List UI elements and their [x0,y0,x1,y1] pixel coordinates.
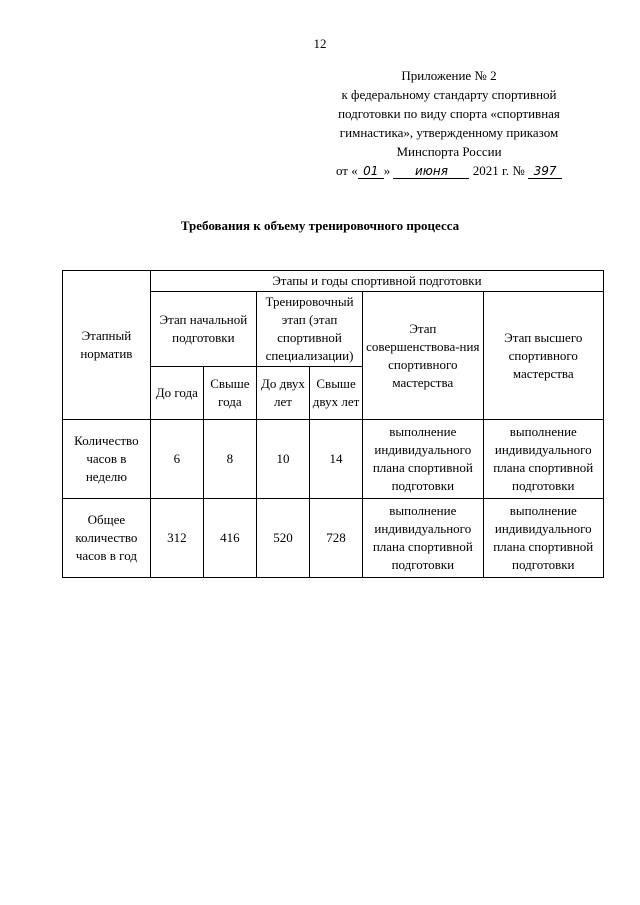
header-stage-improvement: Этап совершенствова-ния спортивного мастерства [363,292,483,420]
cell-value: 8 [203,420,256,499]
cell-value: 520 [256,499,309,578]
cell-value: 416 [203,499,256,578]
appendix-header [300,66,598,180]
appendix-line-2: к федеральному стандарту спортивной [341,87,557,102]
row-label: Общее количество часов в год [63,499,151,578]
order-prefix: от « [335,163,358,178]
order-line [300,161,598,180]
appendix-line-1: Приложение № 2 [401,68,497,83]
cell-value: 728 [310,499,363,578]
requirements-table [62,270,604,578]
appendix-line-4: гимнастика», утвержденному приказом [339,125,559,140]
cell-value: 6 [150,420,203,499]
header-stage-training: Тренировочный этап (этап спортивной специализации) [256,292,362,367]
cell-text: выполнение индивидуального плана спортивной подготовки [363,499,483,578]
cell-value: 14 [310,420,363,499]
order-month-handwritten: июня [393,164,469,179]
appendix-line-5: Минспорта России [396,144,502,159]
header-norm: Этапный норматив [63,271,151,420]
order-number-handwritten: 397 [528,164,562,179]
appendix-line-3: подготовки по виду спорта «спортивная [338,106,560,121]
order-year: 2021 г. № [472,163,525,178]
table-row [63,420,604,499]
order-mid: » [383,163,391,178]
header-sub-initial-1: До года [150,367,203,420]
table-row [63,499,604,578]
cell-text: выполнение индивидуального плана спортивной подготовки [483,499,603,578]
header-sub-training-1: До двух лет [256,367,309,420]
row-label: Количество часов в неделю [63,420,151,499]
cell-text: выполнение индивидуального плана спортивной подготовки [363,420,483,499]
header-sub-initial-2: Свыше года [203,367,256,420]
header-stage-initial: Этап начальной подготовки [150,292,256,367]
order-day-handwritten: 01 [358,164,384,179]
cell-value: 312 [150,499,203,578]
table-header-row-1 [63,271,604,292]
cell-value: 10 [256,420,309,499]
cell-text: выполнение индивидуального плана спортивной подготовки [483,420,603,499]
page-number: 12 [313,36,327,51]
header-stage-higher: Этап высшего спортивного мастерства [483,292,603,420]
header-sub-training-2: Свыше двух лет [310,367,363,420]
document-title: Требования к объему тренировочного процесса [180,218,460,233]
header-stages: Этапы и годы спортивной подготовки [150,271,603,292]
